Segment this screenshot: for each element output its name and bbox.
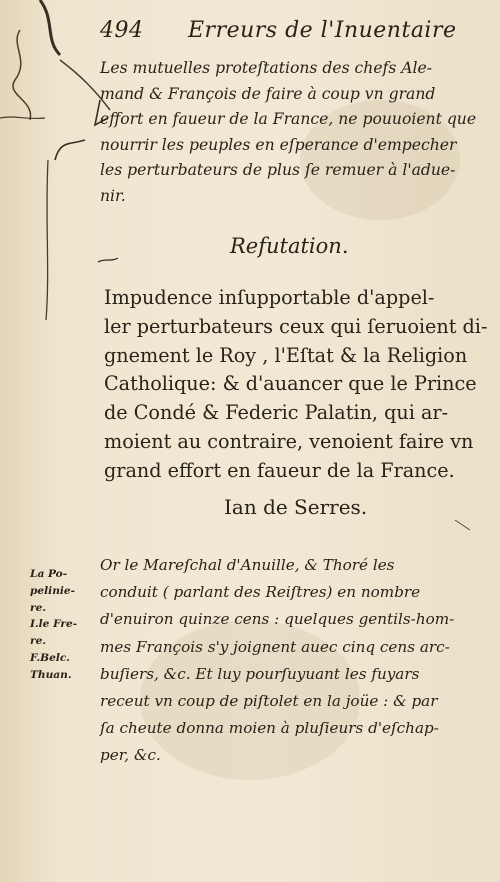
refutation-line: Impudence inſupportable d'appel- [104, 286, 435, 309]
scribble-stroke [40, 0, 60, 55]
page-number: 494 [100, 18, 144, 43]
quote-line: mes François s'y joignent auec cinq cens arc- [100, 637, 450, 656]
section-heading: Refutation. [230, 234, 349, 258]
margin-note-line: re. [30, 635, 47, 648]
quote-line: ſa cheute donna moien à pluſieurs d'eſchap- [100, 719, 439, 738]
summary-line: les perturbateurs de plus ſe remuer à l'adue- [100, 161, 456, 180]
running-title: Erreurs de l'Inuentaire [188, 18, 457, 43]
quote-line: buſiers, &c. Et luy pourſuyuant les fuyars [100, 664, 420, 683]
margin-note-line: La Po- [30, 568, 68, 580]
margin-note-line: re. [30, 601, 47, 614]
margin-note-line: Thuan. [30, 668, 72, 681]
refutation-line: Catholique: & d'auancer que le Prince [104, 372, 477, 396]
refutation-line: grand effort en faueur de la France. [104, 458, 455, 482]
summary-line: Les mutuelles proteſtations des chefs Ale- [100, 59, 433, 77]
refutation-line: moient au contraire, venoient faire vn [104, 429, 474, 453]
summary-line: effort en faueur de la France, ne pouuoient que [100, 110, 477, 129]
summary-paragraph [100, 56, 476, 210]
refutation-line: de Condé & Federic Palatin, qui ar- [104, 401, 449, 425]
quote-line: Or le Mareſchal d'Anuille, & Thoré les [100, 556, 395, 574]
scribble-stroke [455, 520, 470, 530]
refutation-line: ler perturbateurs ceux qui ſeruoient di- [104, 314, 488, 338]
scribble-stroke [98, 258, 118, 262]
quote-line: conduit ( parlant des Reiſtres) en nombre [100, 583, 421, 602]
summary-line: nir. [100, 186, 126, 205]
quote-line: per, &c. [100, 746, 161, 765]
margin-note-line: I.le Fre- [30, 618, 78, 631]
refutation-paragraph [104, 284, 487, 486]
margin-notes [30, 566, 77, 684]
author-heading: Ian de Serres. [224, 495, 368, 519]
running-header [100, 18, 480, 44]
scribble-stroke [55, 140, 85, 160]
scribble-stroke [13, 30, 31, 120]
summary-line: nourrir les peuples en eſperance d'empecher [100, 135, 457, 154]
refutation-line: gnement le Roy , l'Eſtat & la Religion [104, 343, 468, 367]
scribble-stroke [46, 160, 48, 320]
quoted-passage [100, 552, 454, 770]
summary-line: mand & François de faire à coup vn grand [100, 84, 436, 103]
margin-note-line: pelinie- [30, 584, 76, 597]
margin-note-line: F.Belc. [30, 651, 71, 664]
quote-line: d'enuiron quinze cens : quelques gentils-hom- [100, 610, 455, 629]
scribble-stroke [0, 117, 45, 118]
quote-line: receut vn coup de piſtolet en la joüe : & par [100, 692, 438, 711]
